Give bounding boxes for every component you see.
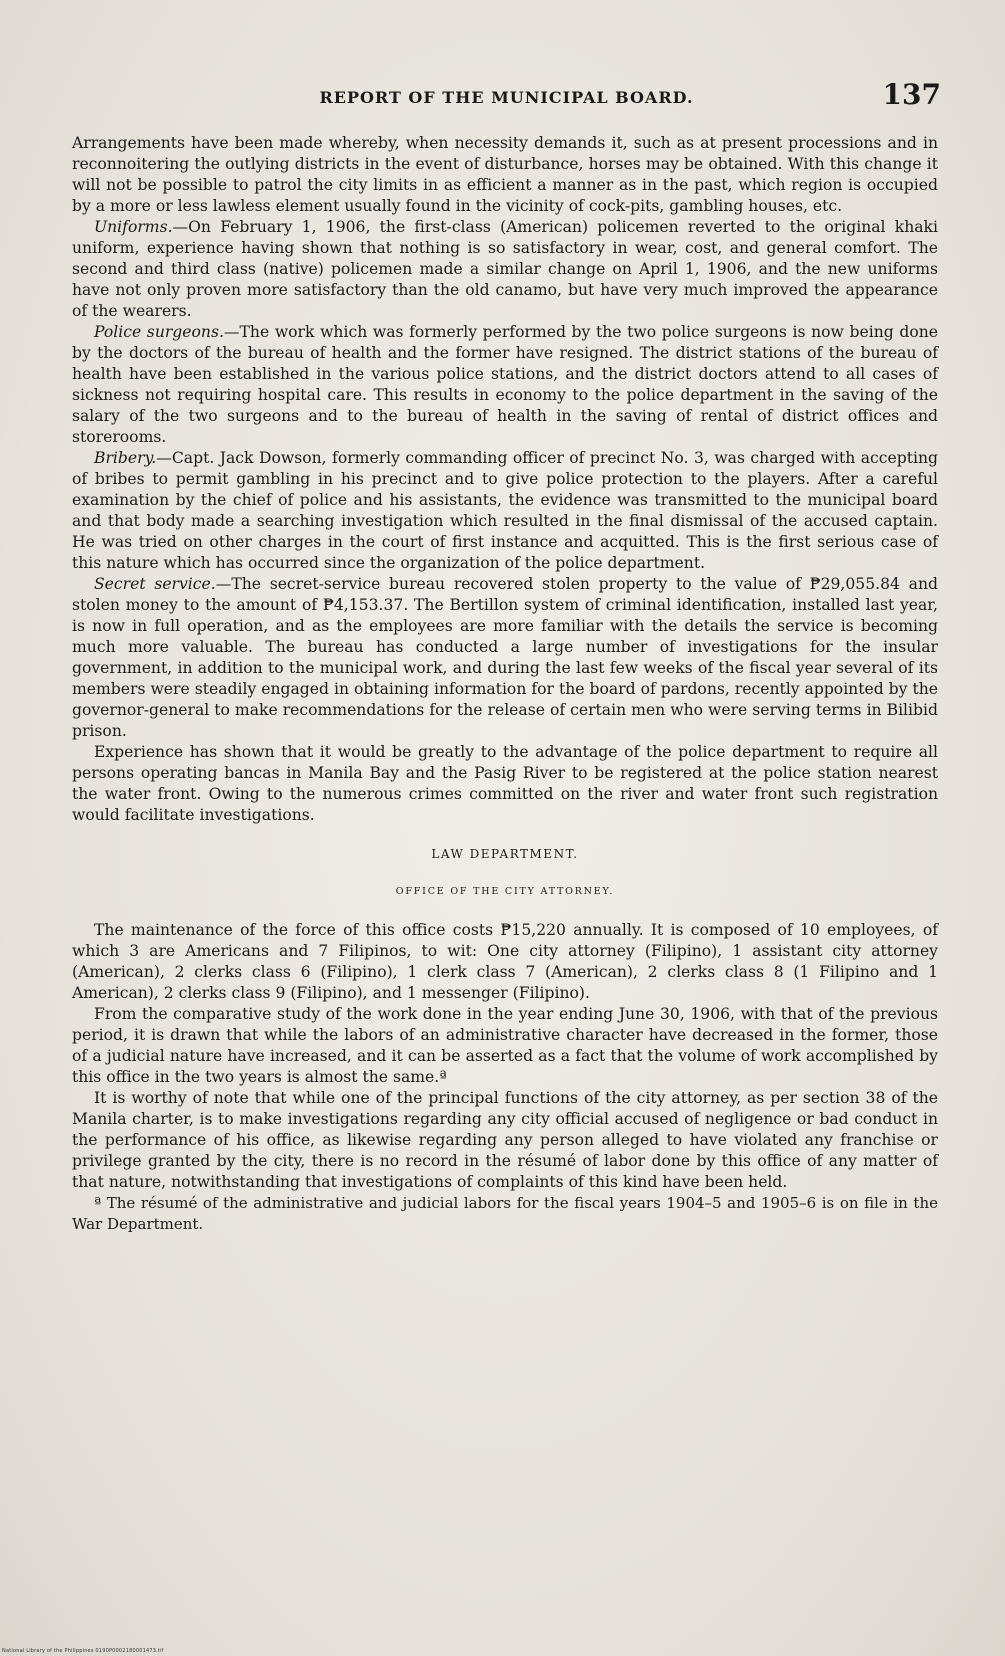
paragraph-law-3: It is worthy of note that while one of the principal functions of the city attorney, as per section 38 of the Manila charter, is to make investigations regarding any city official accused of negligence or bad conduct in the performance of his office, as likewise regarding any person alleged to have violated any franchise or privilege granted by the city, there is no record in the résumé of labor done by this office of any matter of that nature, notwithstanding that investigations of complaints of this kind have been held. — [72, 1089, 938, 1191]
paragraph-bribery — [72, 448, 938, 574]
paragraph-law-1: The maintenance of the force of this office costs ₱15,220 annually. It is composed of 10 employees, of which 3 are Americans and 7 Filipinos, to wit: One city attorney (Filipino), 1 assistant city attorney (American), 2 clerks class 6 (Filipino), 1 clerk class 7 (American), 2 clerks class 8 (1 Filipino and 1 American), 2 clerks class 9 (Filipino), and 1 messenger (Filipino). — [72, 921, 938, 1002]
paragraph-bancas — [72, 742, 938, 826]
paragraph-secret-service — [72, 574, 938, 742]
paragraph-lead: Police surgeons.— — [94, 323, 240, 341]
paragraph-lead: Uniforms.— — [94, 218, 189, 236]
page-header — [72, 78, 941, 118]
running-head: REPORT OF THE MUNICIPAL BOARD. — [319, 88, 694, 107]
paragraph-lead: Bribery.— — [94, 449, 172, 467]
page-body — [72, 133, 938, 1235]
paragraph-text: The work which was formerly performed by the two police surgeons is now being done by the doctors of the bureau of health and the former have resigned. The district stations of the bureau of health have been established in the various police stations, and the district doctors attend to all cases of sickness not requiring hospital care. This results in economy to the police department in the saving of the salary of the two surgeons and to the bureau of health in the saving of rental of district offices and storerooms. — [72, 323, 938, 446]
section-subtitle: OFFICE OF THE CITY ATTORNEY. — [395, 886, 615, 897]
paragraph-lead: Secret service.— — [94, 575, 232, 593]
paragraph-text: On February 1, 1906, the first-class (American) policemen reverted to the original khaki uniform, experience having shown that nothing is so satisfactory in wear, cost, and general comfort. The second and third class (native) policemen made a similar change on April 1, 1906, and the new uniforms have not only proven more satisfactory than the old canamo, but have very much improved the appearance of the wearers. — [72, 218, 938, 320]
page-number: 137 — [882, 78, 941, 111]
paragraph-text: Experience has shown that it would be greatly to the advantage of the police department to require all persons operating bancas in Manila Bay and the Pasig River to be registered at the police station nearest the water front. Owing to the numerous crimes committed on the river and water front such registration would facilitate investigations. — [72, 743, 938, 824]
section-title: LAW DEPARTMENT. — [431, 847, 579, 861]
paragraph-text: The secret-service bureau recovered stolen property to the value of ₱29,055.84 and stolen money to the amount of ₱4,153.37. The Bertillon system of criminal identification, installed last year, is now in full operation, and as the employees are more familiar with the details the service is becoming much more valuable. The bureau has conducted a large number of investigations for the insular government, in addition to the municipal work, and during the last few weeks of the fiscal year several of its members were steadily engaged in obtaining information for the board of pardons, recently appointed by the governor-general to make recommendations for the release of certain men who were serving terms in Bilibid prison. — [72, 575, 938, 740]
paragraph-law-2: From the comparative study of the work done in the year ending June 30, 1906, with that of the previous period, it is drawn that while the labors of an administrative character have decreased in the former, those of a judicial nature have increased, and it can be asserted as a fact that the volume of work accomplished by this office in the two years is almost the same.ª — [72, 1005, 938, 1086]
footnote: ª The résumé of the administrative and judicial labors for the fiscal years 1904–5 and 1905–6 is on file in the War Department. — [72, 1194, 938, 1233]
paragraph-police-surgeons — [72, 322, 938, 448]
paragraph-text: Capt. Jack Dowson, formerly commanding officer of precinct No. 3, was charged with accepting of bribes to permit gambling in his precinct and to give police protection to the players. After a careful examination by the chief of police and his assistants, the evidence was transmitted to the municipal board and that body made a searching investigation which resulted in the final dismissal of the accused captain. He was tried on other charges in the court of first instance and acquitted. This is the first serious case of this nature which has occurred since the organization of the police department. — [72, 449, 938, 572]
paragraph-intro — [72, 133, 938, 217]
paragraph-text: Arrangements have been made whereby, when necessity demands it, such as at present processions and in reconnoitering the outlying districts in the event of disturbance, horses may be obtained. With this change it will not be possible to patrol the city limits in as efficient a manner as in the past, which region is occupied by a more or less lawless element usually found in the vicinity of cock-pits, gambling houses, etc. — [72, 134, 938, 215]
scan-credit: National Library of the Philippines 0190P0002180001473.tif — [2, 1648, 164, 1654]
paragraph-uniforms — [72, 217, 938, 322]
